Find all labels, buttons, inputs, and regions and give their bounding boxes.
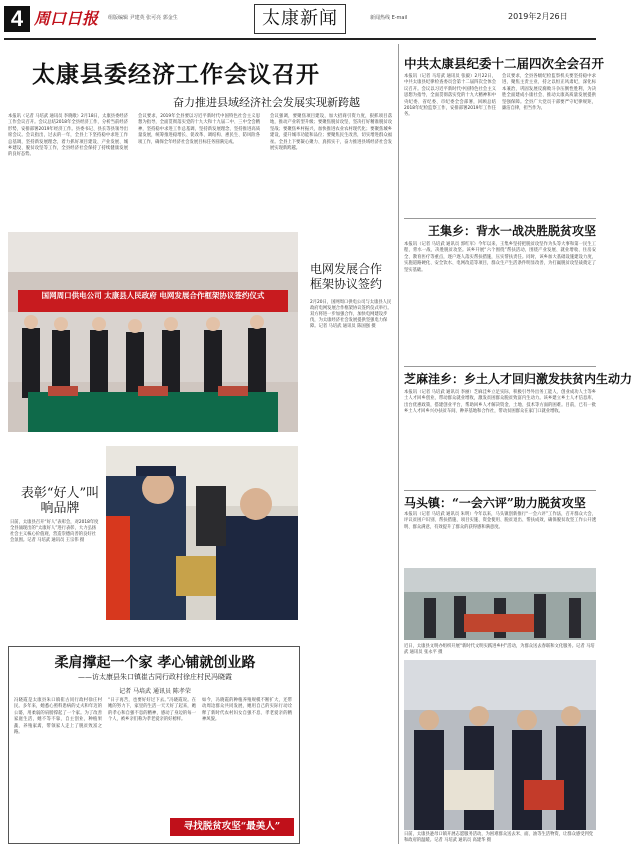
wangji-body: 本报讯（记者 马培武 通讯员 郭红军）今年以来，王集乡坚持把脱贫攻坚作为头等大事和第一民生工程，背水一战、决胜脱贫攻坚。该乡开展“六个围绕”帮扶活动，围绕产业发展、就业增收、住房安全、教育医疗等重点，逐户逐人落实帮扶措施，压实帮扶责任。同时，该乡加大基础设施建设力度，实施道路硬化、安全饮水、电网改造等项目，群众生产生活条件明显改善，为打赢脱贫攻坚战奠定了坚实基础。 [404,242,596,273]
feature-body-col2: “日子再苦，也要好好过下去。”冯晓霞说。在她的努力下，家里的生活一天天好了起来，她的孝心和自强不息的精神，感动了身边的每一个人，被乡亲们称为孝老爱亲的好榜样。 [108,698,196,723]
feature-body-col3: 如今，冯晓霞的种植养殖规模不断扩大，还带动周边群众共同发展，她用自己的实际行动诠释了新时代农村妇女自强不息、孝老爱亲的精神风貌。 [202,698,292,723]
right-top-body-left: 本报讯（记者 马培武 通讯员 张毅）2月22日，中共太康县纪律检查委员会第十二届四次全体会议召开。会议以习近平新时代中国特色社会主义思想为指导，全面贯彻落实党的十九大精神和中央纪委、省纪委、市纪委全会部署，回顾总结2018年纪检监察工作，安排部署2019年工作任务。 [404,74,496,118]
main-body-col1: 本报讯（记者 马培武 通讯员 李晓歌）2月18日，太康县委经济工作会议召开。会议总结2018年全县经济工作，分析当前经济形势，安排部署2019年经济工作。县委书记、县长等县领导出席会议。会议指出，过去的一年，全县上下坚持稳中求进工作总基调，坚持新发展理念，着力抓好项目建设、产业发展、城乡建设、脱贫攻坚等工作，全县经济社会保持了持续健康发展的良好态势。 [8,114,128,158]
feature-body-col1: 冯晓霞是太康县朱口镇崔古同行政村徐庄村民。多年来，她悉心照料患病的丈夫和年迈的公婆，用柔弱的肩膀撑起了一个家。为了改善家庭生活，她不等不靠，自主创业，种植果蔬、养殖家禽，带领家人走上了脱贫致富之路。 [14,698,102,736]
main-body-col2: 会议要求，2019年全县要以习近平新时代中国特色社会主义思想为指导，全面贯彻落实党的十九大和十九届二中、三中全会精神，坚持稳中求进工作总基调，坚持新发展理念，坚持推进高质量发展，统筹推进稳增长、促改革、调结构、惠民生、防风险各项工作，确保全年经济社会发展目标任务圆满完成。 [138,114,260,145]
matou-headline: 马头镇：“一会六评”助力脱贫攻坚 [404,496,586,510]
volunteer-photo [404,660,596,830]
signing-ceremony-image [8,232,298,432]
zhimawa-headline: 芝麻洼乡：乡土人才回归激发扶贫内生动力 [404,372,632,386]
culture-event-image [404,568,596,640]
culture-event-caption: 近日，太康县文明办组织开展“新时代文明实践进乡村”活动，为群众送去春联和文化服务。记者 马培武 通讯员 张永平 摄 [404,644,595,655]
editor-line: 组版编辑 尹建英 张可亮 郭金生 [108,15,178,21]
main-subhead: 奋力推进县域经济社会发展实现新跨越 [173,96,360,109]
section-title: 太康新闻 [254,4,346,34]
hotline-line: 新闻热线 E-mail [370,15,408,21]
page-number: 4 [4,6,30,32]
signing-banner-text: 国网周口供电公司 太康县人民政府 电网发展合作框架协议签约仪式 [41,291,265,300]
signing-side-title: 电网发展合作框架协议签约 [310,262,383,291]
zhimawa-body: 本报讯（记者 马培武 通讯员 李丽）芝麻洼乡立足实际，积极引导外出务工能人、创业成功人士等乡土人才回乡创业，带动群众就业增收，激发贫困群众脱贫致富内生动力。该乡建立乡土人才信息库，出台优惠政策，搭建创业平台，帮助回乡人才解决资金、土地、技术等方面的困难。目前，已有一批乡土人才回乡兴办扶贫车间、种养基地和合作社，带动贫困群众在家门口就业增收。 [404,390,596,415]
issue-date: 2019年2月26日 [508,12,568,21]
header-rule [4,38,596,40]
right-top-headline: 中共太康县纪委十二届四次全会召开 [404,56,605,71]
culture-event-photo [404,568,596,640]
volunteer-image [404,660,596,830]
section-rule [404,366,596,367]
award-side-title: 表彰“好人”叫响品牌 [20,486,100,516]
wangji-headline: 王集乡：背水一战决胜脱贫攻坚 [427,224,596,238]
award-image [106,446,298,620]
signing-ceremony-photo [8,232,298,432]
section-rule [404,218,596,219]
feature-subhead: ——访太康县朱口镇崔古同行政村徐庄村民冯晓霞 [78,673,232,681]
column-divider [398,44,399,844]
section-rule [404,490,596,491]
feature-banner: 寻找脱贫攻坚“最美人” [170,818,294,836]
award-side-caption: 日前，太康县召开“好人”表彰会，对2018年度全县涌现出的“太康好人”进行表彰，大力弘扬社会主义核心价值观，营造崇德向善的良好社会氛围。记者 马培武 通讯员 王宗伟 摄 [10,520,99,543]
main-headline: 太康县委经济工作会议召开 [32,61,320,88]
feature-byline: 记者 马培武 通讯员 陈孝荣 [119,688,191,695]
main-body-col3: 会议强调，要聚焦项目建设，加大招商引资力度，狠抓项目落地，推动产业转型升级；要聚焦脱贫攻坚，坚决打好精准脱贫攻坚战；要聚焦乡村振兴，加快推进农业农村现代化；要聚焦城乡建设，提升城市功能和品位；要聚焦民生改善，切实增进群众福祉。全县上下要凝心聚力、真抓实干，奋力推进县域经济社会发展实现新跨越。 [270,114,392,152]
signing-side-caption: 2月20日，国网周口供电公司与太康县人民政府电网发展合作框架协议签约仪式举行。双方将进一步加强合作，加快电网建设步伐，为太康经济社会发展提供坚强电力保障。记者 马培武 通讯员 陈国强 摄 [310,300,392,329]
volunteer-caption: 日前，太康县逊母口镇开展志愿服务活动，为困难群众送去米、面、油等生活物资，让群众感受到党和政府的温暖。记者 马培武 通讯员 高建华 摄 [404,832,594,843]
feature-headline: 柔肩撑起一个家 孝心铺就创业路 [54,655,256,671]
matou-body: 本报讯（记者 马培武 通讯员 朱明）今年以来，马头镇创新推行“一会六评”工作法，召开群众大会，评议贫困户识别、帮扶措施、项目实施、资金使用、脱贫退出、帮扶成效，确保脱贫攻坚工作公开透明、群众满意，有效提升了群众的获得感和满意度。 [404,512,596,530]
masthead [0,0,600,38]
paper-name: 周口日报 [34,9,99,28]
right-top-body-right: 会议要求，全县各级纪检监察机关要坚持稳中求进，聚焦主责主业，持之以恒正风肃纪，深化标本兼治，巩固发展反腐败斗争压倒性胜利，为决胜全面建成小康社会、推动太康高质量发展提供坚强保障。全县广大党员干部要严守纪律规矩，廉洁自律，担当作为。 [502,74,596,112]
award-photo [106,446,298,620]
